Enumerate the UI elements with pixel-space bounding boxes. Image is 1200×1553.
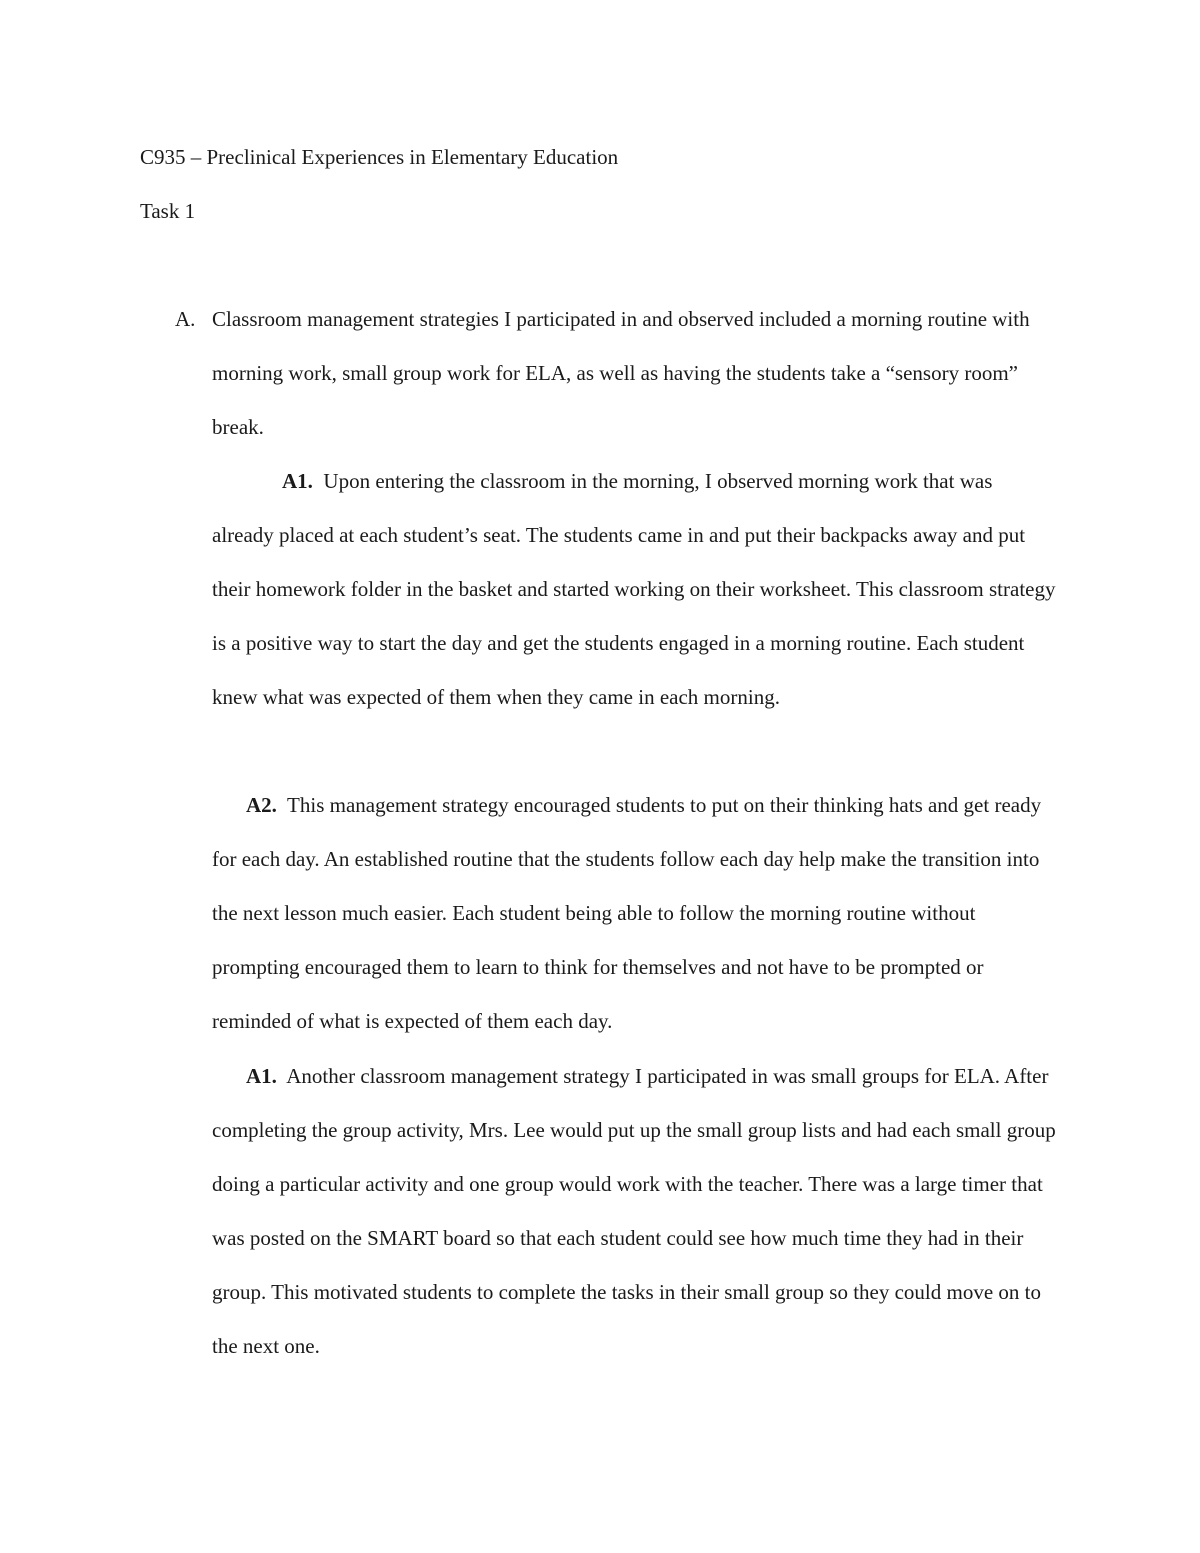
paragraph-text: This management strategy encouraged students to put on their thinking hats and get ready for each day. An established routine that the students follow each day help make the transition into the next lesson much easier. Each student being able to follow the morning routine without prompting encouraged them to learn to think for themselves and not have to be prompted or reminded of what is expected of them each day.: [212, 793, 1042, 1033]
paragraph-label: A1.: [282, 469, 313, 493]
task-heading: Task 1: [140, 199, 196, 223]
paragraph-a1-small-groups: [212, 1049, 1057, 1373]
paragraph-label: A1.: [246, 1064, 277, 1088]
document-title: C935 – Preclinical Experiences in Elementary Education: [140, 145, 619, 169]
section-a: [175, 292, 1045, 454]
section-a-marker: A.: [175, 307, 196, 331]
paragraph-a2-thinking-hats: [212, 778, 1057, 1048]
paragraph-label: A2.: [246, 793, 277, 817]
paragraph-text: Upon entering the classroom in the morning, I observed morning work that was already placed at each student’s seat. The students came in and put their backpacks away and put their homework folder in the basket and started working on their worksheet. This classroom strategy is a positive way to start the day and get the students engaged in a morning routine. Each student knew what was expected of them when they came in each morning.: [212, 469, 1056, 709]
paragraph-a1-morning-work: [212, 454, 1057, 724]
paragraph-text: Another classroom management strategy I participated in was small groups for ELA. After completing the group activity, Mrs. Lee would put up the small group lists and had each small group doing a particular activity and one group would work with the teacher. There was a large timer that was posted on the SMART board so that each student could see how much time they had in their group. This motivated students to complete the tasks in their small group so they could move on to the next one.: [212, 1064, 1056, 1358]
section-a-text: Classroom management strategies I participated in and observed included a morning routine with morning work, small group work for ELA, as well as having the students take a “sensory room” break.: [212, 307, 1030, 439]
